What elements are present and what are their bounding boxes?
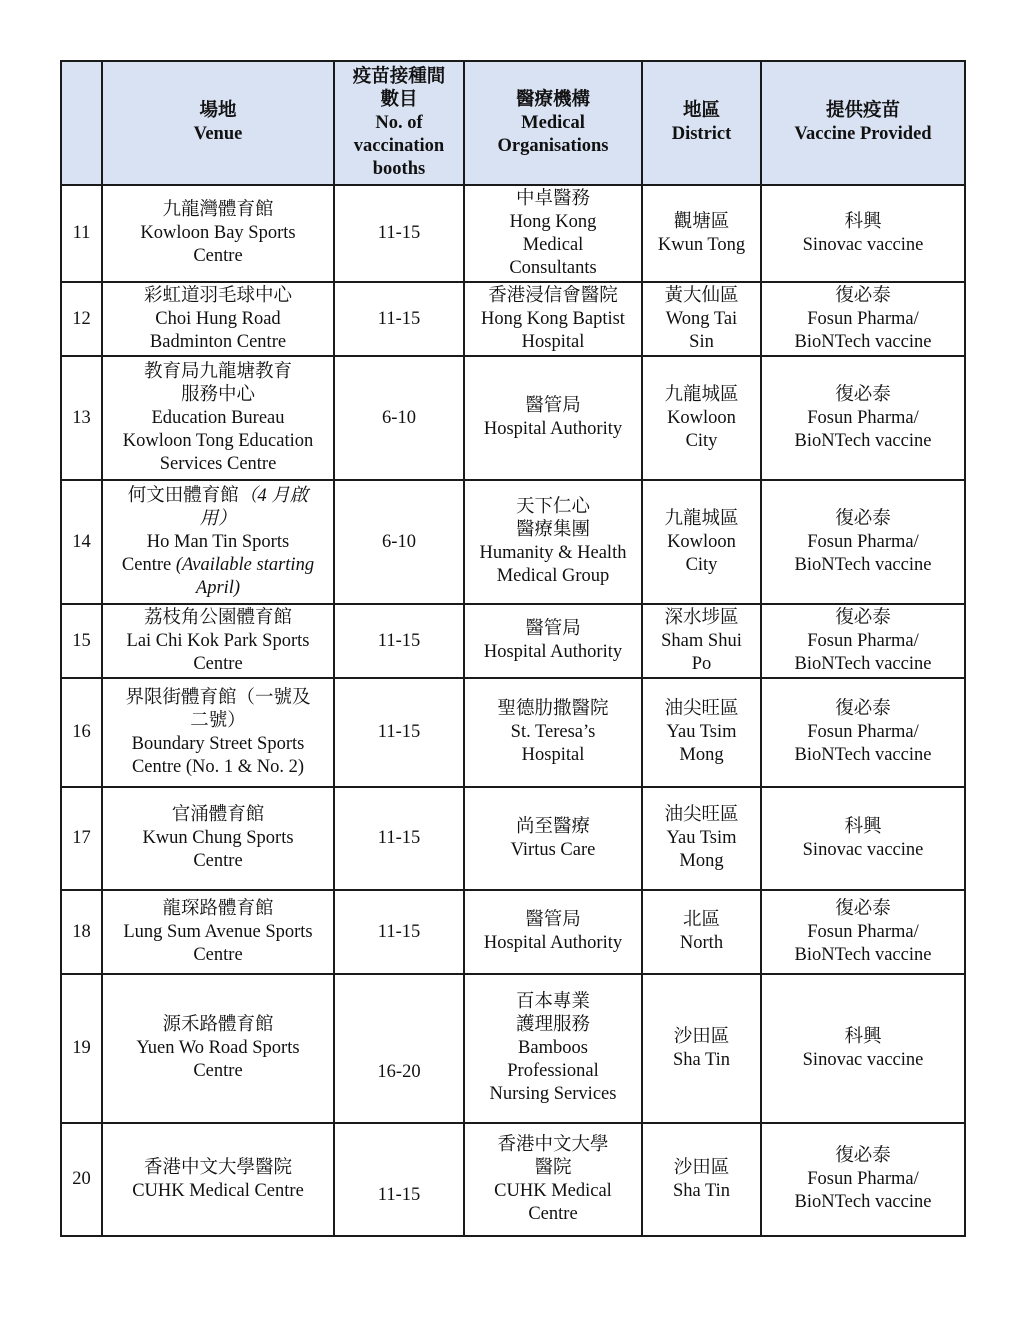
district-line: 北區 bbox=[682, 910, 720, 930]
vaccine-line: BioNTech vaccine bbox=[794, 653, 932, 674]
org-line: 醫院 bbox=[534, 1157, 572, 1178]
org-line: 香港浸信會醫院 bbox=[488, 285, 618, 306]
org-line: Hospital Authority bbox=[483, 642, 623, 662]
vaccine-line: Fosun Pharma/ bbox=[807, 407, 919, 428]
district-line: 沙田區 bbox=[673, 1157, 730, 1178]
district-line: Po bbox=[691, 653, 712, 674]
row-number: 11 bbox=[61, 185, 102, 282]
vaccine-cell bbox=[761, 185, 965, 282]
venue-line: Centre bbox=[193, 246, 243, 266]
vaccine-line: 復必泰 bbox=[835, 898, 891, 919]
booths-cell: 11-15 bbox=[334, 282, 464, 356]
venue-line: Choi Hung Road bbox=[155, 308, 281, 329]
org-line: Hospital bbox=[521, 331, 585, 352]
booths-cell: 11-15 bbox=[334, 890, 464, 974]
org-line: 醫管局 bbox=[525, 910, 581, 930]
org-line: Hong Kong Baptist bbox=[481, 308, 625, 329]
header-vaccine bbox=[761, 61, 965, 185]
organisation-cell bbox=[464, 356, 642, 480]
venue-cell bbox=[102, 1123, 334, 1236]
district-cell bbox=[642, 890, 761, 974]
org-line: 香港中文大學 bbox=[497, 1134, 609, 1155]
venue-note-zh: （4 月啟 bbox=[238, 485, 309, 506]
district-line: 油尖旺區 bbox=[664, 699, 739, 719]
district-cell bbox=[642, 480, 761, 604]
district-line: Sha Tin bbox=[672, 1180, 731, 1201]
header-district-zh: 地區 bbox=[682, 101, 720, 121]
header-booths-zh-1: 疫苗接種間 bbox=[352, 66, 446, 87]
booths-cell: 11-15 bbox=[334, 604, 464, 678]
venue-note-en: (Available starting bbox=[175, 554, 315, 575]
org-line: Medical bbox=[522, 234, 584, 255]
venue-cell bbox=[102, 480, 334, 604]
header-booths bbox=[334, 61, 464, 185]
org-line: Humanity & Health bbox=[479, 543, 627, 563]
vaccine-line: BioNTech vaccine bbox=[794, 944, 932, 965]
table-row bbox=[61, 356, 965, 480]
booths-cell: 11-15 bbox=[334, 185, 464, 282]
org-line: 醫療集團 bbox=[515, 520, 590, 540]
row-number: 13 bbox=[61, 356, 102, 480]
vaccine-cell bbox=[761, 282, 965, 356]
header-venue-en: Venue bbox=[193, 124, 243, 144]
vaccine-line: BioNTech vaccine bbox=[794, 331, 932, 352]
venue-line: Centre bbox=[193, 1061, 243, 1081]
vaccination-venues-table bbox=[60, 60, 966, 1237]
org-line: 醫管局 bbox=[525, 619, 581, 639]
vaccine-line: 復必泰 bbox=[835, 699, 891, 719]
district-line: 九龍城區 bbox=[664, 508, 739, 529]
header-booths-en-3: booths bbox=[372, 158, 426, 179]
header-org-en-2: Organisations bbox=[497, 135, 609, 156]
venue-line: 九龍灣體育館 bbox=[162, 200, 274, 220]
table-row bbox=[61, 974, 965, 1123]
venue-cell bbox=[102, 185, 334, 282]
table-row bbox=[61, 185, 965, 282]
org-line: 聖德肋撒醫院 bbox=[497, 699, 609, 719]
vaccine-cell bbox=[761, 890, 965, 974]
header-vaccine-zh: 提供疫苗 bbox=[825, 101, 900, 121]
venue-en: Centre bbox=[121, 554, 176, 575]
table-row bbox=[61, 787, 965, 890]
district-cell bbox=[642, 1123, 761, 1236]
district-line: Kowloon bbox=[667, 531, 736, 552]
vaccine-line: 復必泰 bbox=[835, 384, 891, 405]
venue-line: 二號） bbox=[190, 710, 246, 731]
district-cell bbox=[642, 185, 761, 282]
vaccine-line: 科興 bbox=[844, 1026, 882, 1047]
district-line: 深水埗區 bbox=[664, 607, 739, 628]
venue-line: Centre bbox=[193, 653, 243, 674]
organisation-cell bbox=[464, 185, 642, 282]
district-line: Kwun Tong bbox=[657, 234, 746, 255]
vaccine-cell bbox=[761, 604, 965, 678]
vaccine-cell bbox=[761, 974, 965, 1123]
district-line: City bbox=[685, 554, 718, 575]
district-line: 黃大仙區 bbox=[664, 285, 739, 306]
org-line: CUHK Medical bbox=[494, 1180, 612, 1201]
org-line: St. Teresa’s bbox=[510, 722, 596, 742]
venue-line: Kowloon Tong Education bbox=[122, 430, 314, 451]
district-line: 油尖旺區 bbox=[664, 805, 739, 825]
org-line: 百本專業 bbox=[515, 992, 590, 1012]
venue-line: 界限街體育館（一號及 bbox=[125, 687, 311, 708]
organisation-cell bbox=[464, 787, 642, 890]
vaccine-line: BioNTech vaccine bbox=[794, 430, 932, 451]
vaccine-line: 復必泰 bbox=[835, 508, 891, 529]
vaccine-cell bbox=[761, 678, 965, 787]
vaccine-cell bbox=[761, 787, 965, 890]
header-row bbox=[61, 61, 965, 185]
header-booths-en-1: No. of bbox=[375, 112, 423, 133]
venue-line: 源禾路體育館 bbox=[162, 1015, 274, 1035]
venue-line: 服務中心 bbox=[180, 384, 255, 405]
vaccine-cell bbox=[761, 480, 965, 604]
org-line: Hospital bbox=[521, 745, 585, 765]
district-line: 觀塘區 bbox=[673, 211, 730, 232]
district-line: Yau Tsim bbox=[666, 828, 737, 848]
org-line: 天下仁心 bbox=[515, 497, 590, 517]
venue-line: Centre bbox=[193, 851, 243, 871]
venue-line: 龍琛路體育館 bbox=[162, 898, 274, 919]
district-line: Kowloon bbox=[667, 407, 736, 428]
vaccine-line: 復必泰 bbox=[835, 607, 891, 628]
header-district bbox=[642, 61, 761, 185]
booths-cell: 6-10 bbox=[334, 356, 464, 480]
venue-line: Kowloon Bay Sports bbox=[140, 223, 296, 243]
org-line: Hong Kong bbox=[509, 211, 597, 232]
district-line: Mong bbox=[679, 745, 724, 765]
district-line: North bbox=[679, 933, 724, 953]
row-number: 14 bbox=[61, 480, 102, 604]
booths-cell: 11-15 bbox=[334, 678, 464, 787]
district-line: 沙田區 bbox=[673, 1026, 730, 1047]
header-org-zh: 醫療機構 bbox=[515, 89, 590, 110]
org-line: Centre bbox=[528, 1203, 578, 1224]
district-cell bbox=[642, 356, 761, 480]
venue-cell bbox=[102, 604, 334, 678]
venue-cell bbox=[102, 678, 334, 787]
district-line: Wong Tai bbox=[665, 308, 738, 329]
vaccine-line: 復必泰 bbox=[835, 1146, 891, 1166]
district-line: Sin bbox=[689, 331, 714, 352]
venue-line: Badminton Centre bbox=[149, 331, 287, 352]
district-cell bbox=[642, 282, 761, 356]
organisation-cell bbox=[464, 282, 642, 356]
organisation-cell bbox=[464, 890, 642, 974]
booths-cell: 11-15 bbox=[334, 1123, 464, 1236]
district-line: Mong bbox=[679, 851, 724, 871]
organisation-cell bbox=[464, 604, 642, 678]
org-line: Professional bbox=[507, 1061, 599, 1081]
venue-cell bbox=[102, 282, 334, 356]
header-organisations bbox=[464, 61, 642, 185]
table-row bbox=[61, 1123, 965, 1236]
vaccine-cell bbox=[761, 1123, 965, 1236]
booths-cell: 11-15 bbox=[334, 787, 464, 890]
venue-line bbox=[107, 554, 329, 577]
row-number: 18 bbox=[61, 890, 102, 974]
header-booths-zh-2: 數目 bbox=[380, 89, 418, 110]
org-line: Bamboos bbox=[518, 1038, 588, 1058]
header-venue bbox=[102, 61, 334, 185]
booths-cell: 16-20 bbox=[334, 974, 464, 1123]
district-cell bbox=[642, 604, 761, 678]
venue-line: Ho Man Tin Sports bbox=[146, 531, 290, 552]
table-row bbox=[61, 604, 965, 678]
organisation-cell bbox=[464, 974, 642, 1123]
venue-cell bbox=[102, 356, 334, 480]
venue-line: Centre bbox=[193, 944, 243, 965]
vaccine-line: 復必泰 bbox=[835, 285, 891, 306]
vaccine-line: Sinovac vaccine bbox=[802, 1049, 924, 1070]
vaccine-line: BioNTech vaccine bbox=[794, 554, 932, 575]
header-venue-zh: 場地 bbox=[199, 101, 237, 121]
org-line: Medical Group bbox=[496, 566, 610, 586]
vaccine-line: BioNTech vaccine bbox=[794, 1192, 932, 1212]
table-row bbox=[61, 282, 965, 356]
row-number: 15 bbox=[61, 604, 102, 678]
venue-line: Education Bureau bbox=[151, 407, 285, 428]
venue-cell bbox=[102, 787, 334, 890]
venue-line bbox=[107, 485, 329, 508]
org-line: 中卓醫務 bbox=[515, 188, 590, 209]
vaccine-line: Fosun Pharma/ bbox=[807, 531, 919, 552]
vaccine-line: BioNTech vaccine bbox=[794, 745, 932, 765]
venue-line: 香港中文大學醫院 bbox=[143, 1157, 292, 1178]
vaccine-line: Fosun Pharma/ bbox=[807, 1169, 919, 1189]
vaccine-line: Sinovac vaccine bbox=[802, 234, 924, 255]
district-cell bbox=[642, 974, 761, 1123]
organisation-cell bbox=[464, 480, 642, 604]
booths-cell: 6-10 bbox=[334, 480, 464, 604]
org-line: Nursing Services bbox=[489, 1084, 617, 1104]
vaccine-line: Fosun Pharma/ bbox=[807, 921, 919, 942]
row-number: 19 bbox=[61, 974, 102, 1123]
header-vaccine-en: Vaccine Provided bbox=[794, 124, 932, 144]
vaccine-cell bbox=[761, 356, 965, 480]
vaccine-line: Fosun Pharma/ bbox=[807, 722, 919, 742]
venue-line: Boundary Street Sports bbox=[131, 733, 305, 754]
row-number: 17 bbox=[61, 787, 102, 890]
district-line: City bbox=[685, 430, 718, 451]
vaccine-line: Fosun Pharma/ bbox=[807, 308, 919, 329]
org-line: Hospital Authority bbox=[483, 419, 623, 439]
district-cell bbox=[642, 678, 761, 787]
header-org-en-1: Medical bbox=[521, 112, 585, 133]
vaccine-line: 科興 bbox=[844, 211, 882, 232]
vaccine-line: Sinovac vaccine bbox=[802, 839, 924, 860]
table-row bbox=[61, 480, 965, 604]
venue-cell bbox=[102, 974, 334, 1123]
venue-line: Kwun Chung Sports bbox=[142, 828, 294, 848]
venue-line: Yuen Wo Road Sports bbox=[136, 1038, 300, 1058]
header-booths-en-2: vaccination bbox=[353, 135, 445, 156]
venue-line: 彩虹道羽毛球中心 bbox=[143, 285, 292, 306]
organisation-cell bbox=[464, 678, 642, 787]
org-line: Hospital Authority bbox=[483, 933, 623, 953]
venue-line: Lai Chi Kok Park Sports bbox=[126, 630, 310, 651]
org-line: Consultants bbox=[509, 257, 597, 278]
district-line: Yau Tsim bbox=[666, 722, 737, 742]
org-line: 尚至醫療 bbox=[515, 816, 590, 837]
row-number: 20 bbox=[61, 1123, 102, 1236]
table-row bbox=[61, 678, 965, 787]
venue-zh: 何文田體育館 bbox=[127, 485, 239, 506]
venue-line: 官涌體育館 bbox=[171, 805, 265, 825]
organisation-cell bbox=[464, 1123, 642, 1236]
venue-line: Centre (No. 1 & No. 2) bbox=[131, 756, 305, 777]
venue-note-zh: 用） bbox=[199, 508, 237, 529]
org-line: Virtus Care bbox=[510, 839, 596, 860]
district-line: Sha Tin bbox=[672, 1049, 731, 1070]
header-district-en: District bbox=[671, 124, 732, 144]
venue-line: 教育局九龍塘教育 bbox=[143, 361, 292, 382]
org-line: 護理服務 bbox=[515, 1015, 590, 1035]
vaccine-line: Fosun Pharma/ bbox=[807, 630, 919, 651]
venue-line: Services Centre bbox=[159, 453, 277, 474]
venue-line: 荔枝角公園體育館 bbox=[143, 607, 292, 628]
venue-note-en: April) bbox=[195, 577, 241, 598]
header-number-cell bbox=[61, 61, 102, 185]
table-row bbox=[61, 890, 965, 974]
venue-line: CUHK Medical Centre bbox=[132, 1180, 304, 1201]
org-line: 醫管局 bbox=[525, 396, 581, 416]
district-line: 九龍城區 bbox=[664, 384, 739, 405]
venue-line: Lung Sum Avenue Sports bbox=[123, 921, 313, 942]
row-number: 16 bbox=[61, 678, 102, 787]
venue-cell bbox=[102, 890, 334, 974]
district-line: Sham Shui bbox=[661, 630, 742, 651]
row-number: 12 bbox=[61, 282, 102, 356]
vaccine-line: 科興 bbox=[844, 816, 882, 837]
district-cell bbox=[642, 787, 761, 890]
